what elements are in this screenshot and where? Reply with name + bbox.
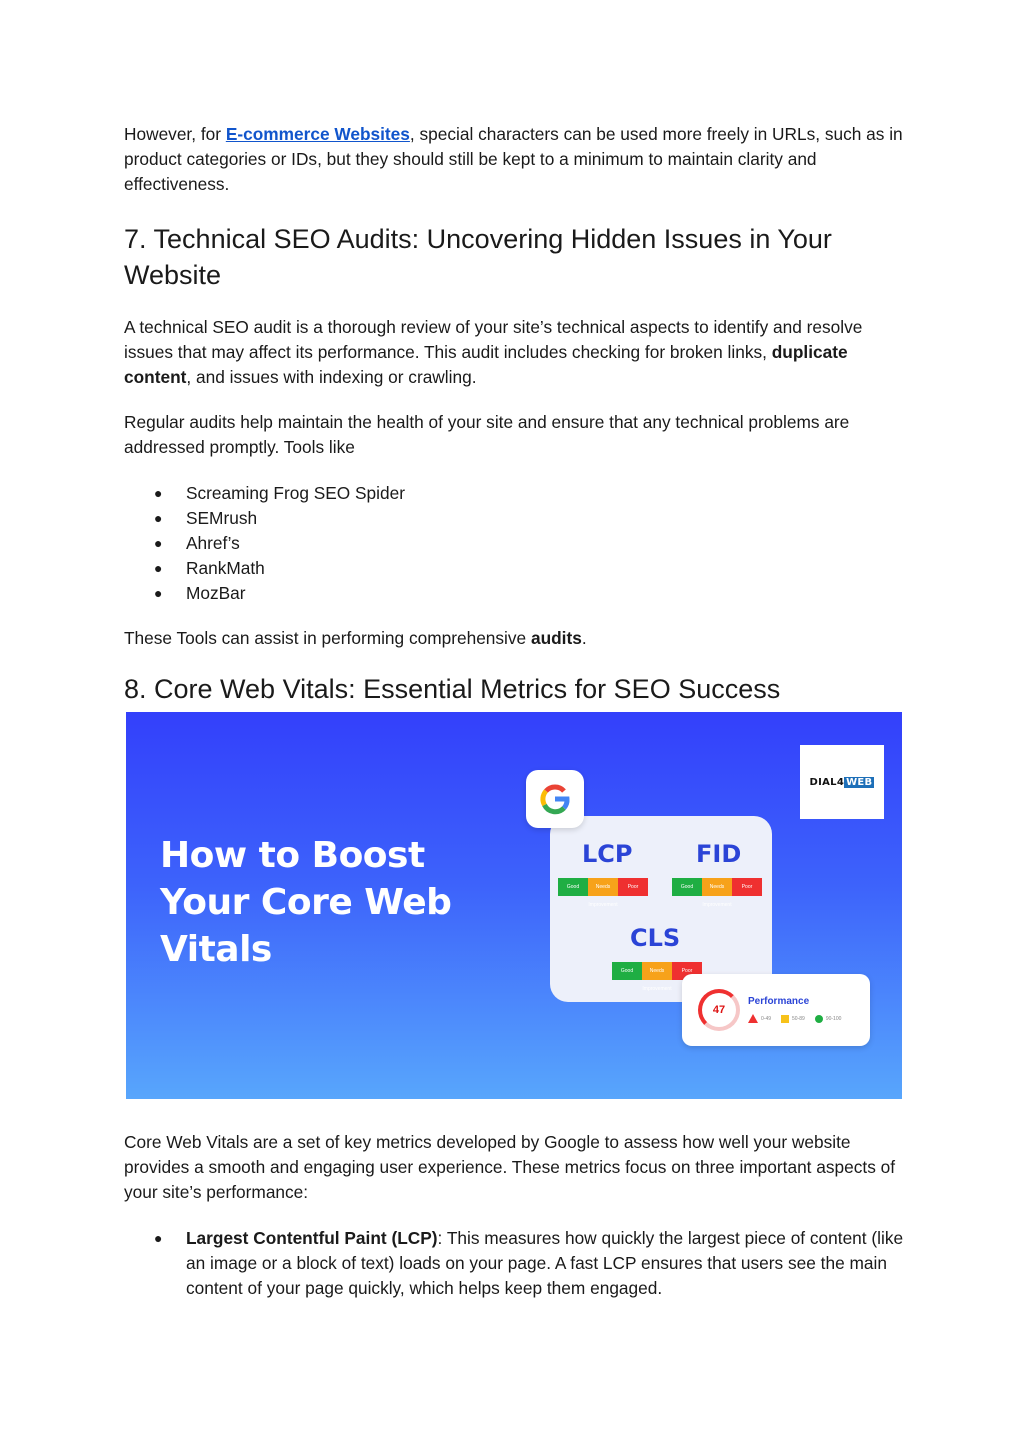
google-g-icon [537,781,573,817]
lcp-threshold-bar [558,878,648,908]
tool-name: Screaming Frog SEO Spider [186,483,405,503]
bullet-icon: ● [154,535,163,551]
core-web-vitals-banner-image [126,712,902,1099]
section-7-paragraph-2: Regular audits help maintain the health of your site and ensure that any technical problems are addressed promptly. Tools like [124,412,850,457]
legend-item-poor: 0-49 [748,1014,771,1023]
intro-text-post: , special characters can be used more freely in URLs, such as in product categories or IDs, but they should still be kept to a minimum to maintain clarity and effectiveness. [124,124,903,194]
bar-segment-poor: Poor [618,878,648,896]
ecommerce-websites-link[interactable]: E-commerce Websites [225,124,410,144]
performance-score-gauge: 47 [698,989,740,1031]
list-item [124,531,904,556]
dial4web-logo [800,745,884,819]
list-item [124,556,904,581]
section-7-paragraph-1 [124,315,904,390]
bar-segment-poor: Poor [672,962,702,980]
list-item [124,581,904,606]
list-item [124,1226,904,1301]
triangle-icon [748,1014,758,1023]
para3-text-post: . [581,628,587,648]
bar-segment-poor: Poor [732,878,762,896]
audits-bold: audits [530,628,582,648]
google-logo-tile [526,770,584,828]
tool-name: MozBar [186,583,246,603]
tool-name: Ahref’s [186,533,240,553]
logo-text-web: WEB [846,776,873,788]
fid-threshold-bar [672,878,762,908]
logo-text-dial4: DIAL4 [809,776,845,788]
metric-label-lcp: LCP [582,840,633,868]
para1-text-post: , and issues with indexing or crawling. [186,367,477,387]
intro-text-pre: However, for [124,124,226,144]
performance-score-card [682,974,870,1046]
bullet-icon: ● [154,510,163,526]
para3-text-pre: These Tools can assist in performing comprehensive [124,628,531,648]
list-item [124,506,904,531]
tools-list [124,481,904,606]
bar-segment-needs-improvement: Needs Improvement [588,878,618,896]
bar-segment-needs-improvement: Needs Improvement [702,878,732,896]
lcp-term-bold: Largest Contentful Paint (LCP) [186,1228,438,1248]
legend-item-good: 90-100 [815,1015,842,1023]
performance-title: Performance [748,996,810,1007]
bullet-icon: ● [154,560,163,576]
tool-name: RankMath [186,558,265,578]
tool-name: SEMrush [186,508,258,528]
banner-headline: How to Boost Your Core Web Vitals [160,835,452,970]
core-web-vitals-list [124,1226,904,1301]
circle-icon [815,1015,823,1023]
metric-label-cls: CLS [630,924,681,952]
square-icon [781,1015,789,1023]
bullet-icon: ● [154,1230,163,1246]
bar-segment-good: Good [558,878,588,896]
section-7-paragraph-3 [124,626,904,651]
duplicate-content-bold: duplicate content [124,342,848,387]
lcp-description: : This measures how quickly the largest piece of content (like an image or a block of text) loads on your page. A fast LCP ensures that users see the main content of your page quickly, which helps keep them engaged. [186,1228,904,1298]
metric-label-fid: FID [696,840,742,868]
list-item [124,481,904,506]
bar-segment-good: Good [672,878,702,896]
section-8-heading: 8. Core Web Vitals: Essential Metrics for SEO Success [124,674,781,704]
bullet-icon: ● [154,485,163,501]
intro-paragraph [124,122,904,197]
section-8-paragraph-1: Core Web Vitals are a set of key metrics developed by Google to assess how well your website provides a smooth and engaging user experience. These metrics focus on three important aspects of your site’s performance: [124,1132,896,1202]
bullet-icon: ● [154,585,163,601]
performance-legend [748,1014,841,1023]
legend-item-average: 50-89 [781,1015,805,1023]
section-7-heading: 7. Technical SEO Audits: Uncovering Hidden Issues in Your Website [124,224,832,290]
bar-segment-needs-improvement: Needs Improvement [642,962,672,980]
bar-segment-good: Good [612,962,642,980]
para1-text-pre: A technical SEO audit is a thorough review of your site’s technical aspects to identify and resolve issues that may affect its performance. This audit includes checking for broken links, [124,317,863,362]
